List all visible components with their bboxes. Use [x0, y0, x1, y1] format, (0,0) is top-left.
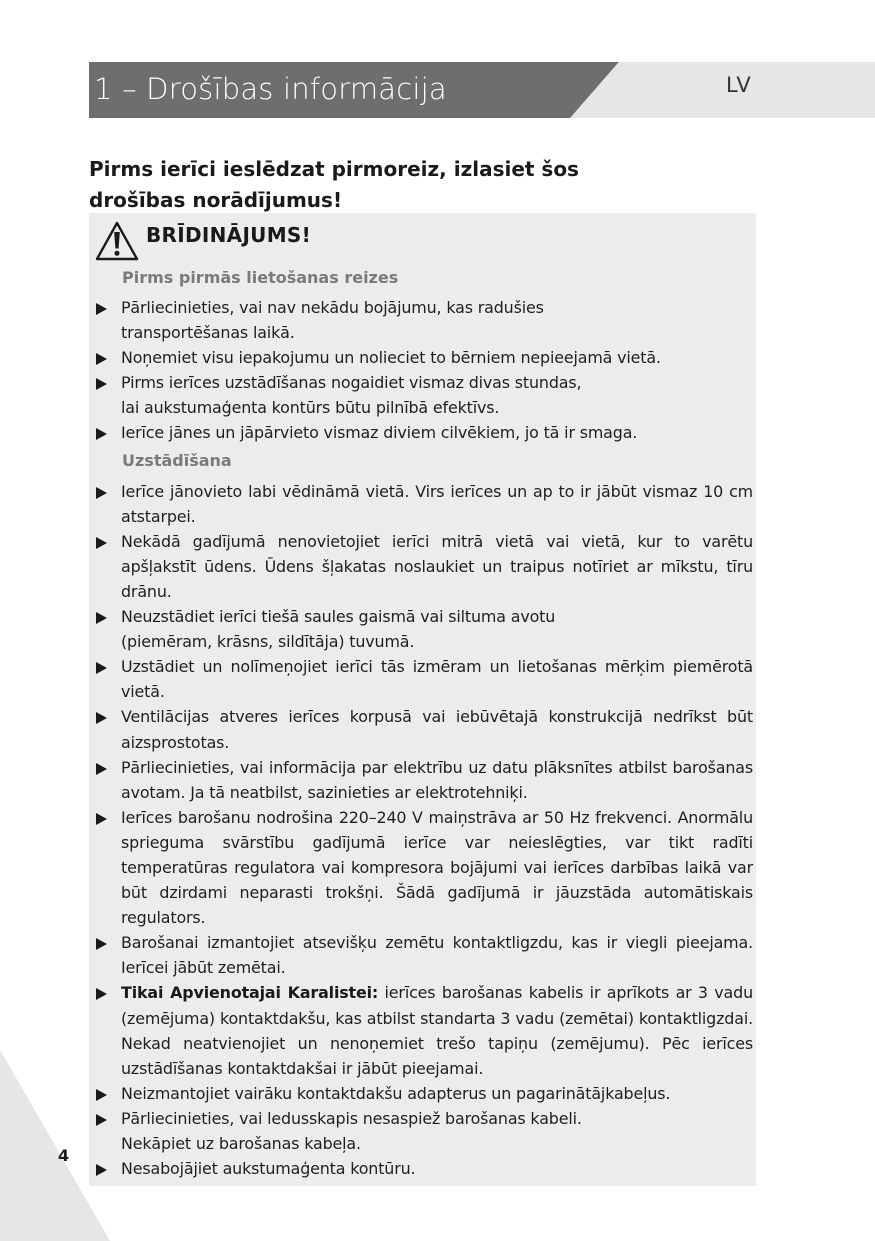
bullet-arrow-icon: [96, 428, 107, 440]
warning-content: [89, 265, 756, 1181]
item-text-line: Pirms ierīces uzstādīšanas nogaidiet vismaz divas stundas,: [121, 373, 582, 393]
item-text-line: lai aukstumaģenta kontūrs būtu pilnībā efektīvs.: [121, 398, 500, 418]
bullet-arrow-icon: [96, 1164, 107, 1176]
bullet-arrow-icon: [96, 353, 107, 365]
item-text: Uzstādiet un nolīmeņojiet ierīci tās izmēram un lietošanas mērķim piemērotā vietā.: [121, 657, 753, 702]
bullet-arrow-icon: [96, 303, 107, 315]
item-text: ierīces barošanas kabelis ir aprīkots ar 3 vadu (zemējuma) kontaktdakšu, kas atbilst standarta 3 vadu (zemētai) kontaktligzdai. Nekad neatvienojiet un nenoņemiet trešo tapiņu (zemējumu). Pēc ierīces uzstādīšanas kontaktdakšai ir jābūt pieejamai.: [121, 983, 753, 1078]
item-text: Ventilācijas atveres ierīces korpusā vai iebūvētajā konstrukcijā nedrīkst būt aizsprostotas.: [121, 707, 753, 752]
item-text-line: Neizmantojiet vairāku kontaktdakšu adapterus un pagarinātājkabeļus.: [121, 1083, 671, 1103]
warning-triangle-icon: [94, 220, 140, 262]
list-item: [89, 654, 756, 704]
bullet-arrow-icon: [96, 378, 107, 390]
list-item: [89, 930, 756, 980]
bullet-arrow-icon: [96, 1114, 107, 1126]
list-item: [89, 345, 756, 370]
item-text-line: Neuzstādiet ierīci tiešā saules gaismā vai siltuma avotu: [121, 607, 556, 627]
page-title: 1 – Drošības informācija: [94, 72, 447, 106]
item-text-line: Nekāpiet uz barošanas kabeļa.: [121, 1134, 361, 1153]
item-text: Ierīces barošanu nodrošina 220–240 V maiņstrāva ar 50 Hz frekvenci. Anormālu sprieguma svārstību gadījumā ierīce var neieslēgties, var tikt radīti temperatūras regulatora vai kompresora bojājumi vai ierīces darbības laikā var būt dzirdami neparasti trokšņi. Šādā gadījumā ir jāuzstāda automātiskais regulators.: [121, 807, 753, 928]
bullet-arrow-icon: [96, 938, 107, 950]
bullet-arrow-icon: [96, 487, 107, 499]
bullet-arrow-icon: [96, 988, 107, 1000]
list-item: [89, 1106, 756, 1156]
section-list: [89, 479, 756, 1182]
item-text-line: Nesabojājiet aukstumaģenta kontūru.: [121, 1159, 416, 1179]
intro-heading: Pirms ierīci ieslēdzat pirmoreiz, izlasiet šos drošības norādījumus!: [89, 157, 579, 212]
section-list: [89, 295, 756, 446]
item-text-line: Noņemiet visu iepakojumu un nolieciet to bērniem nepieejamā vietā.: [121, 348, 661, 368]
warning-box: [89, 213, 756, 1186]
section-label: Pirms pirmās lietošanas reizes: [122, 268, 399, 287]
list-item: [89, 370, 756, 420]
list-item: [89, 420, 756, 445]
list-item: [89, 980, 756, 1080]
item-text: Barošanai izmantojiet atsevišķu zemētu kontaktligzdu, kas ir viegli pieejama. Ierīcei jābūt zemētai.: [121, 933, 753, 978]
bullet-arrow-icon: [96, 763, 107, 775]
bullet-arrow-icon: [96, 612, 107, 624]
list-item: [89, 805, 756, 930]
item-text-line: Pārliecinieties, vai ledusskapis nesaspiež barošanas kabeli.: [121, 1108, 582, 1128]
warning-title: BRĪDINĀJUMS!: [146, 223, 312, 247]
bullet-arrow-icon: [96, 712, 107, 724]
item-text-line: transportēšanas laikā.: [121, 323, 295, 343]
list-item: [89, 1156, 756, 1181]
list-item: [89, 295, 756, 345]
list-item: [89, 479, 756, 529]
bullet-arrow-icon: [96, 662, 107, 674]
bullet-arrow-icon: [96, 537, 107, 549]
bullet-arrow-icon: [96, 1089, 107, 1101]
list-item: [89, 704, 756, 754]
item-text-line: Pārliecinieties, vai nav nekādu bojājumu, kas radušies: [121, 298, 544, 317]
list-item: [89, 1081, 756, 1106]
section-label: Uzstādīšana: [122, 450, 232, 470]
item-text: Pārliecinieties, vai informācija par elektrību uz datu plāksnītes atbilst barošanas avotam. Ja tā neatbilst, sazinieties ar elektrotehniķi.: [121, 757, 753, 802]
list-item: [89, 755, 756, 805]
item-text: Ierīce jānovieto labi vēdināmā vietā. Virs ierīces un ap to ir jābūt vismaz 10 cm atstarpei.: [121, 481, 753, 526]
item-text-line: (piemēram, krāsns, sildītāja) tuvumā.: [121, 632, 415, 652]
item-text: Nekādā gadījumā nenovietojiet ierīci mitrā vietā vai vietā, kur to varētu apšļakstīt ūdens. Ūdens šļakatas noslaukiet un traipus notīriet ar mīkstu, tīru drānu.: [121, 531, 753, 601]
language-tab: [570, 62, 875, 118]
language-label: LV: [726, 73, 752, 97]
bullet-arrow-icon: [96, 813, 107, 825]
list-item: [89, 604, 756, 654]
page-number: 4: [58, 1146, 70, 1165]
item-lead: Tikai Apvienotajai Karalistei:: [121, 983, 379, 1003]
list-item: [89, 529, 756, 604]
item-text-line: Ierīce jānes un jāpārvieto vismaz diviem cilvēkiem, jo tā ir smaga.: [121, 423, 638, 443]
